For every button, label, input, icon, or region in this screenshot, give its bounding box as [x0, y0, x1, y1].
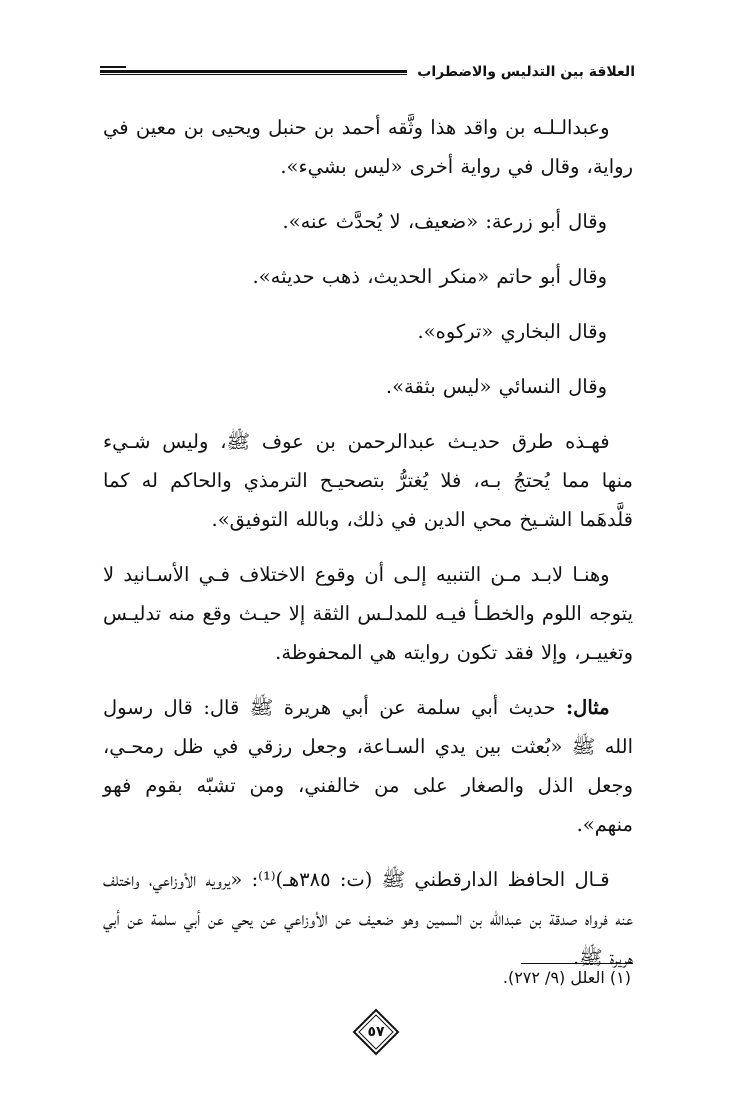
- page-number-badge: [352, 1008, 400, 1056]
- header-rule-long: [100, 70, 407, 75]
- paragraph-1: وعبدالـلـه بن واقد هذا وثَّقه أحمد بن حنبل ويحيى بن معين في رواية، وقال في رواية أخرى «ليس بشيء».: [103, 116, 633, 178]
- paragraph-8-text: حديث أبي سلمة عن أبي هريرة ﷺ قال: قال رسول الله ﷺ «بُعثت بين يدي السـاعة، وجعل رزقي في ظل رمحـي، وجعل الذل والصغار على من خالفني، ومن تشبّه بقوم فهو منهم».: [103, 696, 633, 836]
- page-number: ٥٧: [367, 1024, 385, 1040]
- paragraph-4: وقال البخاري «تركوه».: [417, 320, 607, 343]
- paragraph-3: وقال أبو حاتم «منكر الحديث، ذهب حديثه».: [252, 265, 607, 288]
- body-text: [103, 108, 633, 993]
- paragraph-2: وقال أبو زرعة: «ضعيف، لا يُحدَّث عنه».: [282, 210, 607, 233]
- paragraph-5: وقال النسائي «ليس بثقة».: [385, 375, 607, 398]
- running-title: العلاقة بين التدليس والاضطراب: [417, 64, 635, 80]
- footnote-separator: [521, 963, 633, 964]
- running-header: [100, 60, 635, 84]
- header-rule-short: [100, 66, 126, 72]
- paragraph-8: [103, 688, 633, 844]
- footnote: (١) العلل (٩/ ٢٧٢).: [502, 968, 631, 987]
- mithal-label: مثال:: [565, 696, 610, 719]
- paragraph-7: وهنـا لابـد مـن التنبيه إلـى أن وقوع الاختلاف فـي الأسـانيد لا يتوجه اللوم والخطـأ فيـه للمدلـس الثقة إلا حيـث وقع منه تدليـس وتغييـر، وإلا فقد تكون روايته هي المحفوظة.: [103, 563, 633, 664]
- paragraph-9: قـال الحافظ الدارقطني ﷺ (ت: ٣٨٥هـ)⁽¹⁾: «يرويه الأوزاعي، واختلف عنه فرواه صدقة بن عبدالله بن السمين وهو ضعيف عن الأوزاعي عن يحي عن أبي سلمة عن أبي هريرة ﷺ.: [103, 868, 633, 969]
- paragraph-6: فهـذه طرق حديـث عبدالرحمن بن عوف ﷺ، وليس شـيء منها مما يُحتجُ بـه، فلا يُغترُّ بتصحيـح الترمذي والحاكم له كما قلَّدهَما الشـيخ محي الدين في ذلك، وبالله التوفيق».: [103, 430, 633, 531]
